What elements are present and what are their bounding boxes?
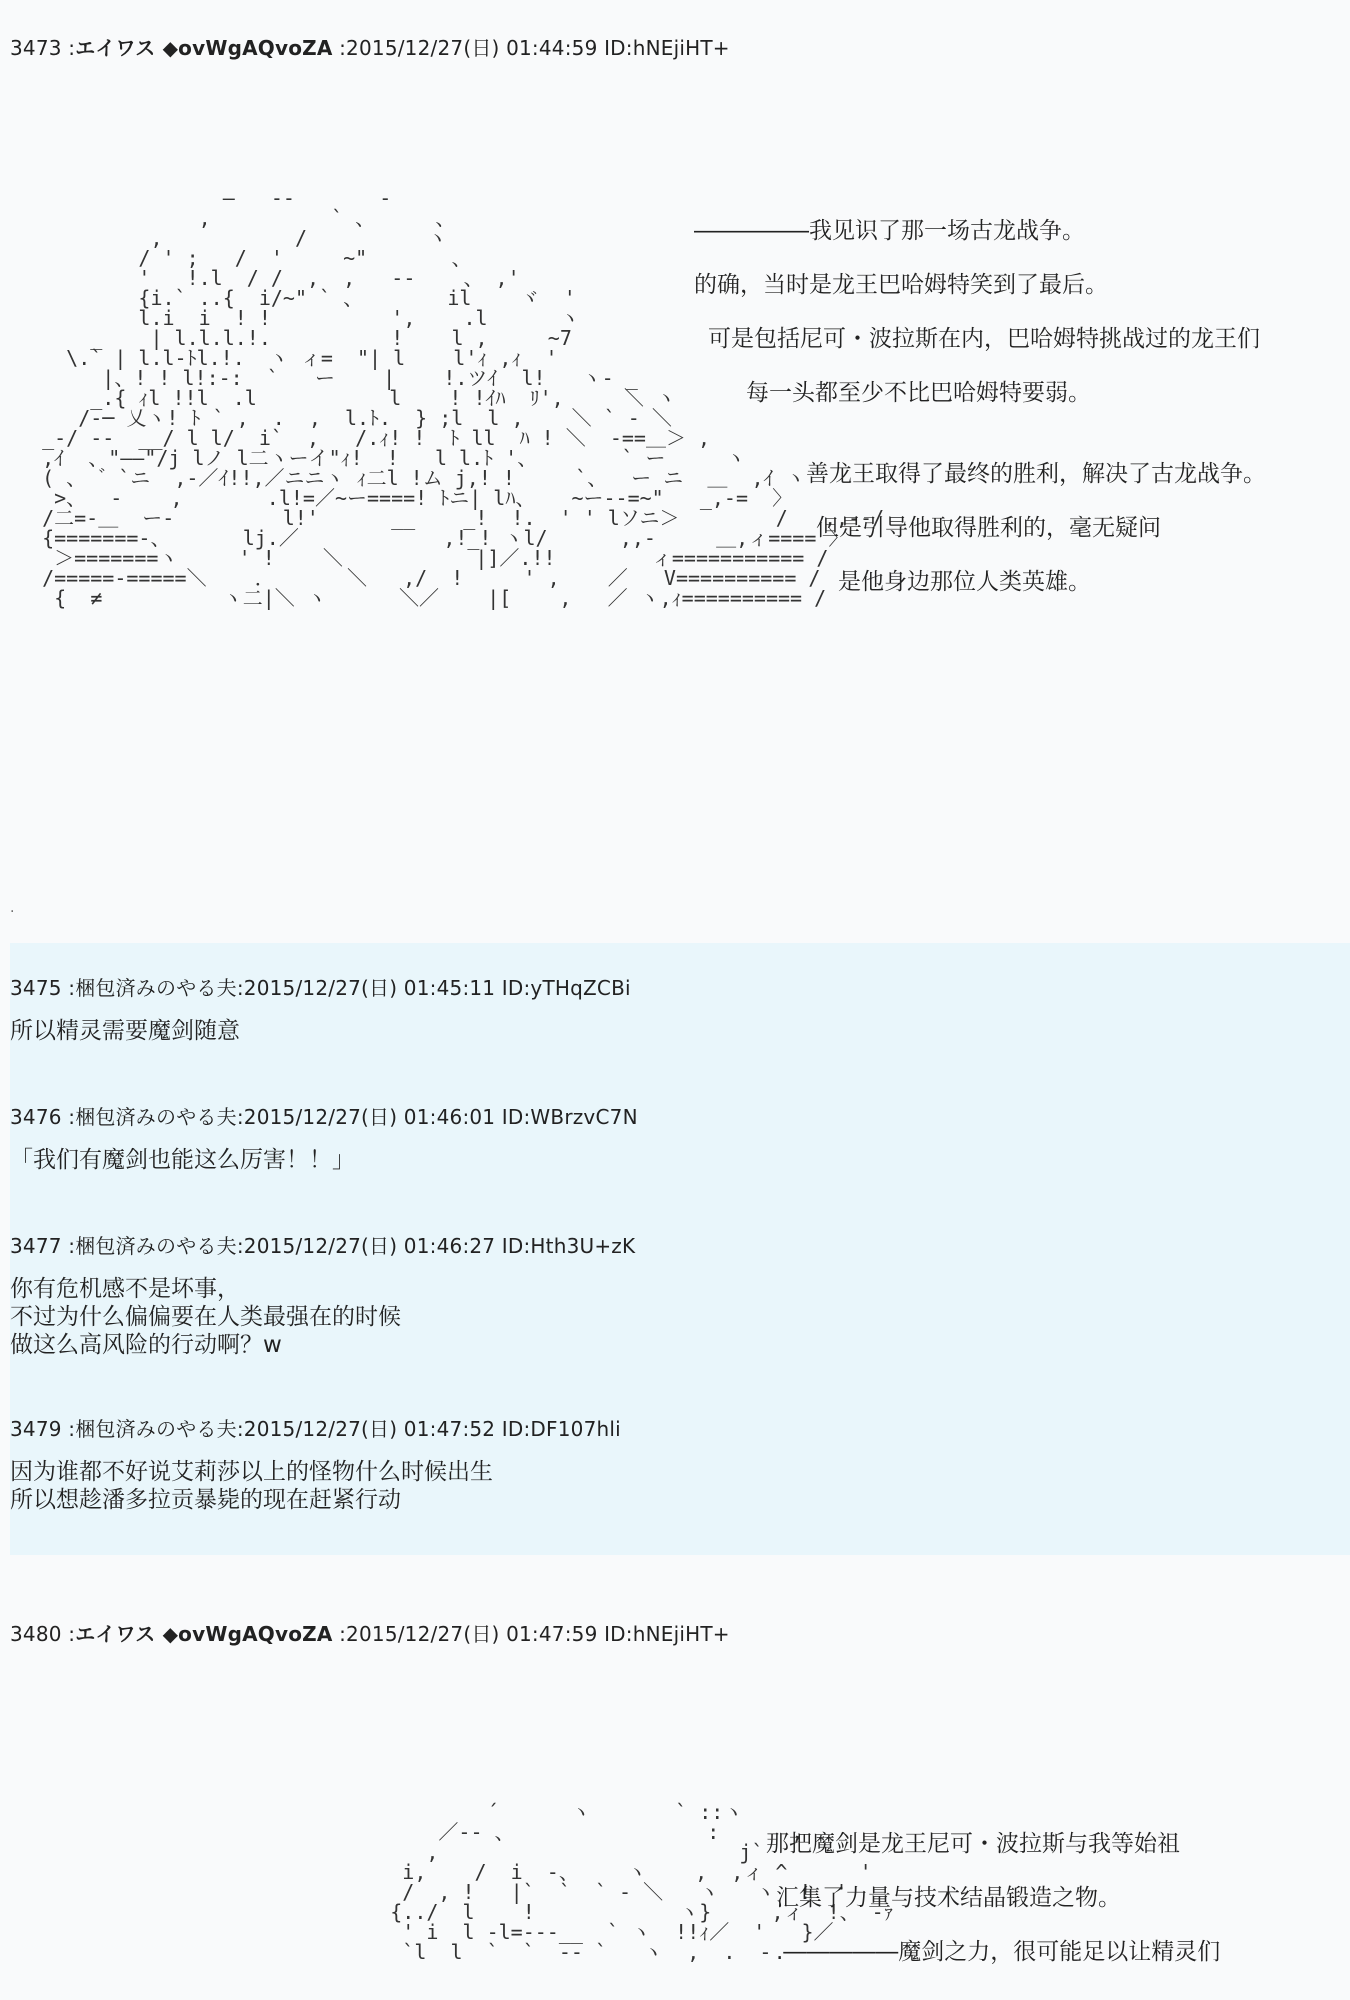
body-line: 不过为什么偏偏要在人类最强在的时候 [10,1304,401,1330]
ascii-art-figure: ´ ヽ ` ::ヽ ／-- 、 : , , j` i, / i -、 ヽ , ,ィ ^ ' / , ! |` ` ` ‐ ＼ ヽ ヽ ! ' {../ l ! ヽ} ,ィ !、 ‐ｧ ' i l -l=-‐-__ ` ヽ !!ｨ／ ' }／ `l l ` ` ‐‐ ` ヽ , . ‐ [390,1800,894,1964]
post-meta: 2015/12/27(日) 01:45:11 ID:yTHqZCBi [243,976,631,1000]
poster-name: 梱包済みのやる夫 [75,1417,237,1441]
post-meta: 2015/12/27(日) 01:46:27 ID:Hth3U+zK [243,1234,636,1258]
body-line: 做这么高风险的行动啊？w [10,1332,282,1358]
post-body [10,1017,1350,1045]
post-3473 [10,32,1350,61]
post-3479 [10,1413,1350,1514]
narration-line: 可是包括尼可・波拉斯在内，巴哈姆特挑战过的龙王们 [708,326,1260,352]
post-3475 [10,972,1350,1045]
poster-name: エイワス ◆ovWgAQvoZA [75,1622,333,1646]
post-body [10,1458,1350,1514]
post-body [10,1275,1350,1359]
post-3476 [10,1101,1350,1174]
post-number: 3480 [10,1622,62,1646]
post-meta: 2015/12/27(日) 01:47:52 ID:DF107hli [243,1417,621,1441]
poster-name: 梱包済みのやる夫 [75,1234,237,1258]
post-header: 3480 :エイワス ◆ovWgAQvoZA :2015/12/27(日) 01:47:59 ID:hNEjiHT+ [10,1622,730,1646]
post-meta: 2015/12/27(日) 01:44:59 ID:hNEjiHT+ [346,36,730,60]
narration-line: 是他身边那位人类英雄。 [838,569,1091,595]
post-number: 3473 [10,36,62,60]
body-line: 所以想趁潘多拉贡暴毙的现在赶紧行动 [10,1487,401,1513]
post-header: 3476 :梱包済みのやる夫:2015/12/27(日) 01:46:01 ID:WBrzvC7N [10,1105,638,1129]
body-line: 所以精灵需要魔剑随意 [10,1018,240,1044]
body-line: 你有危机感不是坏事， [10,1276,240,1302]
post-header: 3479 :梱包済みのやる夫:2015/12/27(日) 01:47:52 ID:DF107hli [10,1417,621,1441]
post-3480 [10,1618,1350,1647]
post-header: 3473 :エイワス ◆ovWgAQvoZA :2015/12/27(日) 01:44:59 ID:hNEjiHT+ [10,36,730,60]
post-header: 3475 :梱包済みのやる夫:2015/12/27(日) 01:45:11 ID:yTHqZCBi [10,976,631,1000]
poster-name: 梱包済みのやる夫 [75,976,237,1000]
post-number: 3475 [10,976,62,1000]
narration-line: ―――――我见识了那一场古龙战争。 [694,218,1085,244]
post-meta: 2015/12/27(日) 01:46:01 ID:WBrzvC7N [243,1105,638,1129]
body-line: 因为谁都不好说艾莉莎以上的怪物什么时候出生 [10,1459,493,1485]
narration-line: 汇集了力量与技术结晶锻造之物。 [776,1885,1121,1911]
poster-name: エイワス ◆ovWgAQvoZA [75,36,333,60]
post-number: 3476 [10,1105,62,1129]
ascii-art-figure: ― ‐- - , ` 、 、 , / ヽ / ' ; / ' ~" 、 ' !.l / / , , ‐- 、 ,' {i.` ..{ i/~" ` 、 il ヾ ' l.i i ! ! ', .l ヽ _ | l.l.l.!. ! l , ~7 \.` | l.l-ﾄl.!. ヽ ィ= "| l l'ｨ ,ｨ ' |、! ! l!:-: ` ー | !.ツｲ l! ヽ- _ _.{ ｨl !!l .l l ! !ｲﾊ ﾘ', ＼ ヽ /‐─ 乂ヽ! ﾄ ` , . , l.ﾄ. } ;l l , ＼ ` ‐ ＼ _-/ ‐- __/ l l/ i` , /.ｨ! ! ﾄ ll ﾊ ! ＼ -==＿＞ , ,ｲ 、"――"/j lノ l二ヽーイ"ｨ! ! l l.ﾄ '、 ` ー ヽ ( 、 ゛`ニ ,-／ｲ!!,／ニニヽ ｨ二l !ム j,! ! `、 ー ニ ＿ ,ｲ ヽ >、 - , .l!=／~ー====! ﾄニ| lﾊ、 ~ー--=~" _,-= 〉 /二=-＿ ー- l!' __ _! !. ' ' lソニ＞ / ,,--/ {=======-、 lj.／ ,!_! ヽl/ ,,- ＿,ィ==== 〉 ＞=======ヽ ' ! ＼ |]／.!! ィ=========== / /=====-=====＼ ． ＼ ,/ ! ' , ／ V========== / { ≠ ヽ二|＼ ヽ ＼／ |[ , ／ ヽ,ｨ========== / [42,186,885,610]
narration-line: 每一头都至少不比巴哈姆特要弱。 [746,380,1091,406]
poster-name: 梱包済みのやる夫 [75,1105,237,1129]
post-number: 3477 [10,1234,62,1258]
body-line: 「我们有魔剑也能这么厉害！！」 [10,1147,355,1173]
post-3477 [10,1230,1350,1359]
post-meta: 2015/12/27(日) 01:47:59 ID:hNEjiHT+ [346,1622,730,1646]
post-body [10,1146,1350,1174]
narration-line: 那把魔剑是龙王尼可・波拉斯与我等始祖 [766,1831,1180,1857]
post-header: 3477 :梱包済みのやる夫:2015/12/27(日) 01:46:27 ID:Hth3U+zK [10,1234,636,1258]
narration-line: 善龙王取得了最终的胜利，解决了古龙战争。 [806,461,1266,487]
narration-line: .―――――魔剑之力，很可能足以让精灵们 [776,1939,1221,1965]
post-number: 3479 [10,1417,62,1441]
narration-line: 但是引导他取得胜利的，毫无疑问 [816,515,1161,541]
stray-dot: . [10,900,15,916]
narration-line: 的确，当时是龙王巴哈姆特笑到了最后。 [694,272,1108,298]
